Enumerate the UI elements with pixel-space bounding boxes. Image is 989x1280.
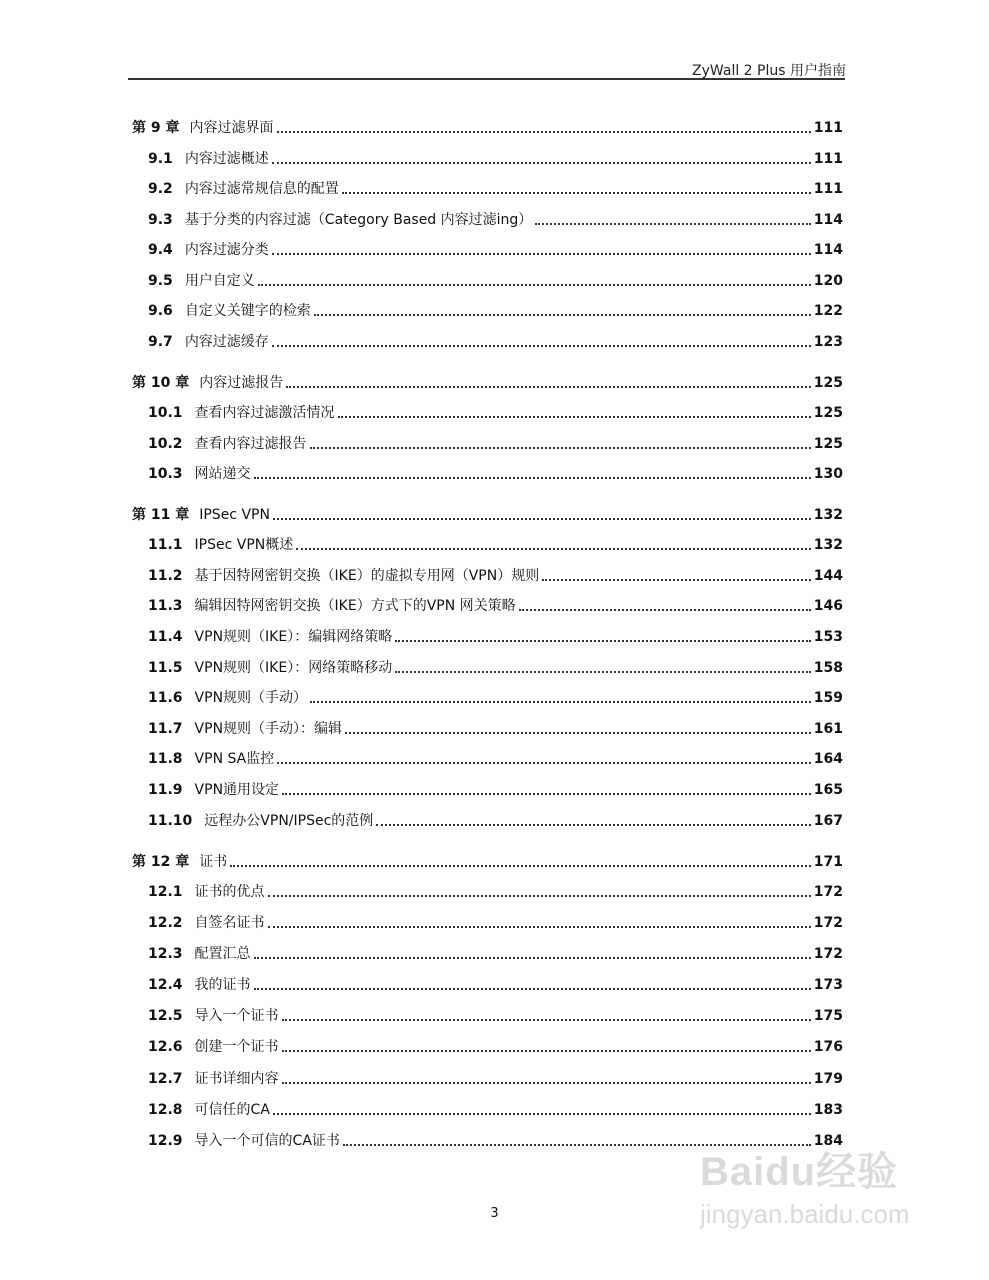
toc-entry-title: VPN规则（IKE）：编辑网络策略 [194, 629, 393, 645]
toc-entry-number: 11.1 [148, 537, 183, 553]
toc-entry-page: 114 [813, 242, 843, 258]
toc-dot-leader [273, 1113, 811, 1115]
toc-dot-leader [254, 988, 811, 990]
toc-section-entry [132, 330, 843, 352]
toc-dot-leader [395, 640, 811, 642]
toc-entry-title: VPN规则（手动）：编辑 [194, 721, 343, 737]
toc-entry-title: 内容过滤分类 [184, 242, 269, 258]
toc-entry-number: 12.7 [148, 1071, 183, 1087]
toc-entry-title: 可信任的CA [194, 1102, 270, 1118]
toc-dot-leader [254, 477, 811, 479]
toc-entry-number: 9.5 [148, 273, 173, 289]
toc-entry-page: 122 [813, 303, 843, 319]
toc-entry-title: IPSec VPN [199, 507, 270, 523]
toc-entry-number: 10.3 [148, 466, 183, 482]
baidu-jingyan-watermark [700, 1140, 940, 1240]
toc-entry-title: 自定义关键字的检索 [184, 303, 311, 319]
toc-entry-number: 12.5 [148, 1008, 183, 1024]
toc-entry-page: 173 [813, 977, 843, 993]
toc-section-entry [132, 208, 843, 230]
toc-entry-title: 我的证书 [194, 977, 251, 993]
toc-entry-number: 10.2 [148, 436, 183, 452]
toc-dot-leader [535, 223, 810, 225]
toc-dot-leader [258, 284, 811, 286]
toc-entry-page: 111 [813, 151, 843, 167]
watermark-logo: Baidu经验 [700, 1150, 899, 1194]
toc-section-entry [132, 880, 843, 902]
toc-entry-number: 第 11 章 [132, 507, 190, 523]
toc-section-entry [132, 564, 843, 586]
toc-entry-title: 内容过滤报告 [199, 375, 284, 391]
toc-section-entry [132, 1035, 843, 1057]
toc-dot-leader [277, 762, 811, 764]
toc-entry-title: 导入一个可信的CA证书 [194, 1133, 340, 1149]
toc-entry-page: 111 [813, 181, 843, 197]
toc-dot-leader [542, 579, 811, 581]
toc-dot-leader [268, 926, 811, 928]
toc-entry-page: 175 [813, 1008, 843, 1024]
toc-dot-leader [282, 1050, 811, 1052]
toc-entry-number: 9.4 [148, 242, 173, 258]
toc-dot-leader [343, 1144, 811, 1146]
toc-dot-leader [519, 609, 811, 611]
toc-entry-title: 查看内容过滤激活情况 [194, 405, 335, 421]
toc-dot-leader [314, 314, 811, 316]
toc-section-entry [132, 269, 843, 291]
toc-entry-number: 10.1 [148, 405, 183, 421]
toc-dot-leader [273, 518, 811, 520]
document-header-title: ZyWall 2 Plus 用户指南 [692, 63, 846, 79]
toc-entry-page: 172 [813, 946, 843, 962]
toc-entry-page: 184 [813, 1133, 843, 1149]
toc-section-entry [132, 432, 843, 454]
toc-entry-page: 130 [813, 466, 843, 482]
toc-entry-page: 158 [813, 660, 843, 676]
toc-section-entry [132, 717, 843, 739]
toc-section-entry [132, 625, 843, 647]
toc-section-entry [132, 533, 843, 555]
toc-dot-leader [277, 131, 811, 133]
watermark-url: jingyan.baidu.com [700, 1199, 910, 1229]
toc-entry-number: 12.9 [148, 1133, 183, 1149]
toc-dot-leader [310, 447, 811, 449]
toc-entry-number: 第 9 章 [132, 120, 180, 136]
toc-dot-leader [282, 1082, 811, 1084]
toc-entry-title: 远程办公VPN/IPSec的范例 [204, 813, 374, 829]
toc-entry-page: 144 [813, 568, 843, 584]
toc-entry-page: 176 [813, 1039, 843, 1055]
toc-entry-page: 159 [813, 690, 843, 706]
toc-entry-number: 11.5 [148, 660, 183, 676]
toc-dot-leader [342, 192, 811, 194]
toc-entry-page: 171 [813, 854, 843, 870]
toc-section-entry [132, 1067, 843, 1089]
toc-entry-number: 9.7 [148, 334, 173, 350]
toc-section-entry [132, 942, 843, 964]
toc-entry-title: 基于分类的内容过滤（Category Based 内容过滤ing） [184, 212, 533, 228]
toc-section-entry [132, 401, 843, 423]
toc-entry-page: 123 [813, 334, 843, 350]
toc-entry-page: 161 [813, 721, 843, 737]
toc-section-entry [132, 147, 843, 169]
toc-entry-title: 证书详细内容 [194, 1071, 279, 1087]
toc-entry-page: 125 [813, 375, 843, 391]
toc-entry-title: 基于因特网密钥交换（IKE）的虚拟专用网（VPN）规则 [194, 568, 540, 584]
toc-section-entry [132, 778, 843, 800]
toc-entry-title: 导入一个证书 [194, 1008, 279, 1024]
toc-section-entry [132, 594, 843, 616]
toc-entry-page: 125 [813, 436, 843, 452]
toc-dot-leader [272, 253, 811, 255]
toc-entry-title: 自签名证书 [194, 915, 265, 931]
toc-entry-number: 11.7 [148, 721, 183, 737]
toc-entry-page: 132 [813, 507, 843, 523]
toc-chapter-entry [132, 850, 843, 872]
toc-dot-leader [286, 386, 811, 388]
toc-entry-page: 164 [813, 751, 843, 767]
toc-entry-number: 11.10 [148, 813, 193, 829]
toc-dot-leader [282, 793, 811, 795]
toc-entry-number: 9.3 [148, 212, 173, 228]
toc-section-entry [132, 809, 843, 831]
toc-entry-number: 12.3 [148, 946, 183, 962]
toc-entry-title: 内容过滤界面 [189, 120, 274, 136]
toc-section-entry [132, 238, 843, 260]
toc-entry-title: VPN通用设定 [194, 782, 280, 798]
toc-entry-number: 9.2 [148, 181, 173, 197]
toc-entry-number: 11.2 [148, 568, 183, 584]
toc-dot-leader [272, 345, 811, 347]
toc-dot-leader [268, 895, 811, 897]
toc-entry-page: 172 [813, 915, 843, 931]
toc-section-entry [132, 1129, 843, 1151]
toc-entry-title: 内容过滤常规信息的配置 [184, 181, 339, 197]
toc-dot-leader [272, 162, 811, 164]
toc-entry-page: 153 [813, 629, 843, 645]
toc-entry-page: 132 [813, 537, 843, 553]
toc-section-entry [132, 177, 843, 199]
toc-chapter-entry [132, 371, 843, 393]
header-divider [128, 78, 845, 80]
toc-entry-number: 第 12 章 [132, 854, 190, 870]
toc-dot-leader [254, 957, 811, 959]
toc-dot-leader [345, 732, 811, 734]
toc-section-entry [132, 911, 843, 933]
toc-entry-title: VPN SA监控 [194, 751, 275, 767]
toc-entry-number: 9.6 [148, 303, 173, 319]
toc-entry-title: 证书的优点 [194, 884, 265, 900]
toc-dot-leader [310, 701, 811, 703]
toc-entry-number: 11.9 [148, 782, 183, 798]
toc-entry-number: 12.4 [148, 977, 183, 993]
toc-entry-title: VPN规则（手动） [194, 690, 308, 706]
toc-section-entry [132, 462, 843, 484]
toc-dot-leader [395, 671, 811, 673]
toc-dot-leader [282, 1019, 811, 1021]
toc-entry-number: 12.2 [148, 915, 183, 931]
toc-dot-leader [296, 548, 811, 550]
toc-entry-title: 用户自定义 [184, 273, 255, 289]
toc-entry-title: 编辑因特网密钥交换（IKE）方式下的VPN 网关策略 [194, 598, 516, 614]
toc-section-entry [132, 1098, 843, 1120]
toc-entry-page: 114 [813, 212, 843, 228]
toc-section-entry [132, 747, 843, 769]
toc-entry-page: 111 [813, 120, 843, 136]
toc-entry-number: 9.1 [148, 151, 173, 167]
toc-entry-page: 125 [813, 405, 843, 421]
toc-chapter-entry [132, 116, 843, 138]
toc-section-entry [132, 1004, 843, 1026]
toc-entry-page: 167 [813, 813, 843, 829]
page-number: 3 [490, 1206, 499, 1221]
toc-entry-page: 172 [813, 884, 843, 900]
toc-entry-number: 11.8 [148, 751, 183, 767]
toc-entry-number: 11.6 [148, 690, 183, 706]
toc-dot-leader [338, 416, 811, 418]
toc-chapter-entry [132, 503, 843, 525]
toc-entry-page: 165 [813, 782, 843, 798]
toc-section-entry [132, 973, 843, 995]
toc-entry-page: 146 [813, 598, 843, 614]
toc-entry-page: 183 [813, 1102, 843, 1118]
toc-section-entry [132, 686, 843, 708]
toc-entry-number: 12.8 [148, 1102, 183, 1118]
toc-entry-number: 11.3 [148, 598, 183, 614]
toc-entry-title: 查看内容过滤报告 [194, 436, 307, 452]
toc-entry-title: 配置汇总 [194, 946, 251, 962]
toc-section-entry [132, 299, 843, 321]
toc-entry-title: 网站递交 [194, 466, 251, 482]
toc-dot-leader [376, 824, 810, 826]
toc-entry-title: 内容过滤缓存 [184, 334, 269, 350]
toc-entry-title: 内容过滤概述 [184, 151, 269, 167]
toc-dot-leader [230, 865, 811, 867]
toc-entry-page: 179 [813, 1071, 843, 1087]
toc-entry-number: 12.6 [148, 1039, 183, 1055]
toc-entry-number: 第 10 章 [132, 375, 190, 391]
toc-entry-number: 12.1 [148, 884, 183, 900]
toc-entry-title: IPSec VPN概述 [194, 537, 294, 553]
toc-entry-title: 证书 [199, 854, 228, 870]
toc-entry-title: 创建一个证书 [194, 1039, 279, 1055]
toc-entry-page: 120 [813, 273, 843, 289]
toc-entry-number: 11.4 [148, 629, 183, 645]
toc-entry-title: VPN规则（IKE）：网络策略移动 [194, 660, 393, 676]
toc-section-entry [132, 656, 843, 678]
